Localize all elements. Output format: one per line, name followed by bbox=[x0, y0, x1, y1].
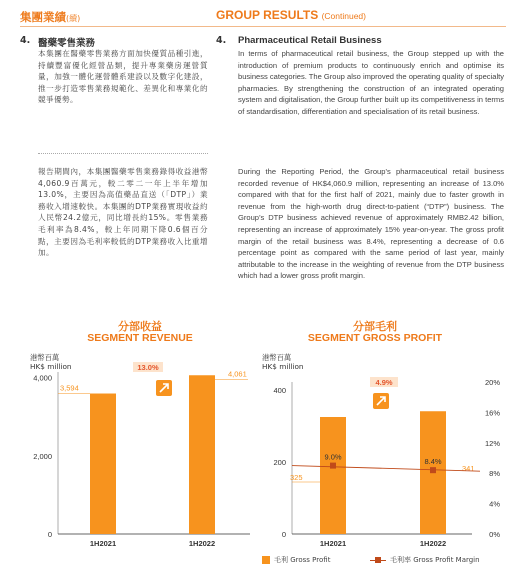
revenue-unit-cn: 港幣百萬 bbox=[30, 353, 60, 362]
gross-profit-y-tick: 400 bbox=[273, 386, 286, 395]
section-number-cn: 4. bbox=[20, 35, 31, 46]
gross-profit-growth-label: 4.9% bbox=[375, 378, 393, 387]
revenue-chart-title-en: SEGMENT REVENUE bbox=[87, 332, 193, 344]
gross-profit-y2-tick: 20% bbox=[484, 378, 500, 387]
section-title-en: Pharmaceutical Retail Business bbox=[238, 35, 382, 46]
legend-gross-profit-margin bbox=[370, 555, 480, 565]
gross-profit-chart-title-en: SEGMENT GROSS PROFIT bbox=[307, 332, 443, 344]
legend-gross-profit bbox=[262, 555, 330, 565]
gross-profit-margin-marker bbox=[330, 463, 336, 469]
revenue-chart-title-cn: 分部收益 bbox=[118, 320, 162, 333]
gross-profit-margin-label: 8.4% bbox=[424, 457, 442, 467]
revenue-bar bbox=[90, 394, 116, 534]
gross-profit-y2-tick: 4% bbox=[489, 499, 500, 509]
gross-profit-x-tick: 1H2021 bbox=[319, 539, 347, 548]
gross-profit-y-tick: 200 bbox=[273, 458, 286, 467]
gross-profit-x-tick: 1H2022 bbox=[419, 539, 447, 548]
paragraph-en-2: During the Reporting Period, the Group’s pharmaceutical retail business recorded revenue of HK$4,060.9 million, representing an increase of 13.0% compared with that for the first half of 2021, mainly due to faster growth in revenue from the high-worth drug direct-to-patient (“DTP”) business. The Group’s DTP business achieved revenue of approximately RMB2.42 billion, representing an increase of approximately 15% year-on-year. The gross profit margin of the retail business was 8.4%, representing a decrease of 0.6 percentage point as compared with the same period of last year, mainly attributable to the increase in the weighting of revenue from the DTP business which had a lower gross profit margin. bbox=[238, 167, 504, 281]
revenue-x-tick: 1H2022 bbox=[188, 539, 216, 548]
gross-profit-y2-tick: 8% bbox=[489, 469, 500, 479]
gross-profit-margin-marker bbox=[430, 467, 436, 473]
gross-profit-value-label: 325 bbox=[290, 473, 303, 482]
legend-bar-label: 毛利 Gross Profit bbox=[274, 556, 331, 564]
gross-profit-y2-tick: 16% bbox=[484, 408, 500, 418]
legend-line-label: 毛利率 Gross Profit Margin bbox=[390, 556, 480, 564]
gross-profit-value-label: 341 bbox=[462, 464, 475, 473]
revenue-y-tick: 2,000 bbox=[33, 451, 52, 461]
revenue-value-label: 3,594 bbox=[60, 383, 79, 393]
header-title-cn-suffix: (續) bbox=[66, 14, 81, 23]
gross-profit-y-tick: 0 bbox=[281, 530, 286, 539]
revenue-y-tick: 0 bbox=[47, 530, 52, 539]
revenue-bar bbox=[189, 375, 215, 534]
section-title-cn: 醫藥零售業務 bbox=[38, 38, 96, 49]
gross-profit-y2-tick: 12% bbox=[484, 438, 500, 448]
gross-profit-bar bbox=[320, 417, 346, 534]
revenue-x-tick: 1H2021 bbox=[89, 539, 117, 548]
revenue-unit-en: HK$ million bbox=[30, 362, 72, 371]
gross-profit-chart-title-cn: 分部毛利 bbox=[353, 320, 397, 333]
gross-profit-unit-cn: 港幣百萬 bbox=[262, 353, 292, 362]
gross-profit-unit-en: HK$ million bbox=[262, 362, 304, 371]
paragraph-en-1: In terms of pharmaceutical retail business, the Group stepped up with the introduction of premium products to continuously enrich and optimise its business categories. The Group also improved the operating quality of specialty pharmacies. By strengthening the construction of an integrated operating system and digitalisation, the Group further built up its competitiveness in terms of standardisation, differentiation and specialisation of its retail business. bbox=[238, 49, 504, 116]
header-title-en-suffix: (Continued) bbox=[321, 11, 366, 21]
paragraph-cn-1: 本集團在醫藥零售業務方面加快優質品種引進，持續豐富優化經營品類，提升專業藥房運營質量，加強一體化運營體系建設以及數字化建設，推一步打造零售業務規範化、差異化和專業化的競爭優勢。 bbox=[38, 49, 208, 105]
revenue-value-label: 4,061 bbox=[228, 369, 247, 379]
paragraph-cn-2: 報告期間內，本集團醫藥零售業務錄得收益港幣4,060.9百萬元，較二零二一年上半年增加13.0%，主要因為高值藥品直送（「DTP」）業務收入增速較快。本集團的DTP業務實現收益約人民幣24.2億元，同比增長約15%。零售業務毛利率為8.4%，較上年同期下降0.6個百分點，主要因為毛利率較低的DTP業務收入比重增加。 bbox=[38, 167, 208, 258]
legend-line-swatch bbox=[370, 556, 386, 564]
revenue-y-tick: 4,000 bbox=[33, 373, 52, 383]
gross-profit-y2-tick: 0% bbox=[489, 530, 500, 539]
revenue-growth-label: 13.0% bbox=[137, 363, 159, 372]
header-title-cn-text: 集團業績 bbox=[20, 10, 66, 24]
header-title-en-text: GROUP RESULTS bbox=[216, 8, 319, 22]
legend-bar-swatch bbox=[262, 556, 270, 564]
gross-profit-margin-label: 9.0% bbox=[324, 452, 342, 462]
section-number-en: 4. bbox=[216, 35, 227, 46]
